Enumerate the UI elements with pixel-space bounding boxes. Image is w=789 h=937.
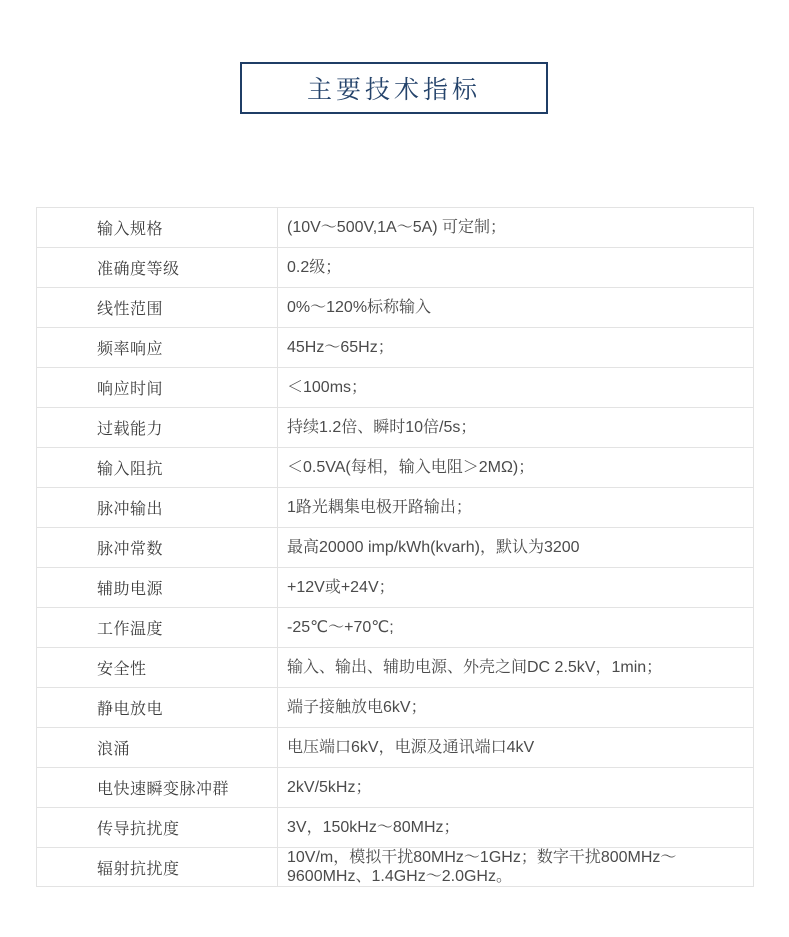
table-row bbox=[37, 648, 754, 688]
spec-label: 静电放电 bbox=[37, 688, 278, 728]
table-row bbox=[37, 808, 754, 848]
table-row bbox=[37, 448, 754, 488]
spec-label: 辐射抗扰度 bbox=[37, 848, 278, 887]
spec-value: +12V或+24V； bbox=[278, 568, 754, 608]
spec-label: 传导抗扰度 bbox=[37, 808, 278, 848]
spec-value: (10V～500V,1A～5A) 可定制； bbox=[278, 208, 754, 248]
spec-value: 端子接触放电6kV； bbox=[278, 688, 754, 728]
spec-value: ＜100ms； bbox=[278, 368, 754, 408]
table-row bbox=[37, 528, 754, 568]
table-row bbox=[37, 768, 754, 808]
spec-label: 响应时间 bbox=[37, 368, 278, 408]
spec-label: 脉冲输出 bbox=[37, 488, 278, 528]
spec-value: ＜0.5VA(每相，输入电阻＞2MΩ)； bbox=[278, 448, 754, 488]
spec-label: 输入规格 bbox=[37, 208, 278, 248]
table-row bbox=[37, 368, 754, 408]
spec-label: 频率响应 bbox=[37, 328, 278, 368]
spec-value: 0%～120%标称输入 bbox=[278, 288, 754, 328]
spec-label: 脉冲常数 bbox=[37, 528, 278, 568]
spec-value: 1路光耦集电极开路输出； bbox=[278, 488, 754, 528]
spec-value: 10V/m，模拟干扰80MHz～1GHz；数字干扰800MHz～9600MHz、1.4GHz～2.0GHz。 bbox=[278, 848, 754, 887]
page-title: 主要技术指标 bbox=[306, 76, 481, 104]
table-row bbox=[37, 328, 754, 368]
section-title-box bbox=[240, 62, 548, 114]
table-row bbox=[37, 288, 754, 328]
spec-label: 输入阻抗 bbox=[37, 448, 278, 488]
table-row bbox=[37, 248, 754, 288]
table-row bbox=[37, 608, 754, 648]
table-row bbox=[37, 848, 754, 887]
spec-value: 0.2级； bbox=[278, 248, 754, 288]
table-row bbox=[37, 208, 754, 248]
table-row bbox=[37, 728, 754, 768]
spec-value: 45Hz～65Hz； bbox=[278, 328, 754, 368]
spec-label: 准确度等级 bbox=[37, 248, 278, 288]
spec-label: 过载能力 bbox=[37, 408, 278, 448]
spec-value: 输入、输出、辅助电源、外壳之间DC 2.5kV，1min； bbox=[278, 648, 754, 688]
spec-value: 最高20000 imp/kWh(kvarh)，默认为3200 bbox=[278, 528, 754, 568]
spec-table bbox=[36, 207, 754, 887]
spec-value: 2kV/5kHz； bbox=[278, 768, 754, 808]
table-row bbox=[37, 688, 754, 728]
spec-label: 工作温度 bbox=[37, 608, 278, 648]
spec-value: 电压端口6kV，电源及通讯端口4kV bbox=[278, 728, 754, 768]
spec-table-body bbox=[37, 208, 754, 887]
spec-label: 辅助电源 bbox=[37, 568, 278, 608]
spec-value: 3V，150kHz～80MHz； bbox=[278, 808, 754, 848]
spec-label: 浪涌 bbox=[37, 728, 278, 768]
spec-value: -25℃～+70℃; bbox=[278, 608, 754, 648]
table-row bbox=[37, 568, 754, 608]
spec-label: 电快速瞬变脉冲群 bbox=[37, 768, 278, 808]
spec-label: 安全性 bbox=[37, 648, 278, 688]
spec-label: 线性范围 bbox=[37, 288, 278, 328]
spec-value: 持续1.2倍、瞬时10倍/5s； bbox=[278, 408, 754, 448]
table-row bbox=[37, 408, 754, 448]
table-row bbox=[37, 488, 754, 528]
